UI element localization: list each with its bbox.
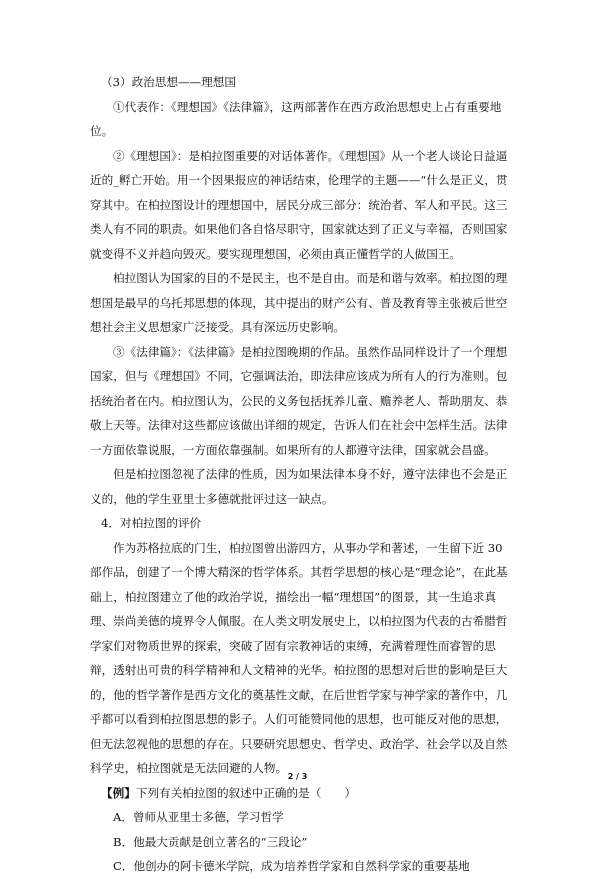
option-b: B．他最大贡献是创立著名的“三段论”	[113, 834, 308, 849]
paragraph-evaluation: 作为苏格拉底的门生，柏拉图曾出游四方，从事办学和著述，一生留下近 30 部作品，创建了一个博大精深的哲学体系。其哲学思想的核心是“理念论”，在此基础上，柏拉图建立了他的政治学说，描绘出一幅“理想国”的图景，其一生追求真理、崇尚美德的境界令人佩服。在人类文明发展史上，以柏拉图为代表的古希腊哲学家们对物质世界的探索，突破了固有宗教神话的束缚，充满着理性而睿智的思辩，透射出可贵的科学精神和人文精神的光华。柏拉图的思想对后世的影响是巨大的，他的哲学著作是西方文化的奠基性文献，在后世哲学家与神学家的著作中，几乎都可以看到柏拉图思想的影子。人们可能赞同他的思想，也可能反对他的思想，但无法忽视他的思想的存在。只要研究思想史、哲学史、政治学、社会学以及自然科学史，柏拉图就是无法回避的人物。	[90, 540, 508, 775]
paragraph-republic: ②《理想国》：是柏拉图重要的对话体著作。《理想国》从一个老人谈论日益逼近的_孵亡开始。用一个因果报应的神话结束，伦理学的主题——“什么是正义，贯穿其中。在柏拉图设计的理想国中，居民分成三部分：统治者、军人和平民。这三类人有不同的职责。如果他们各自恪尽职守，国家就达到了正义与幸福，否则国家就变得不义并趋向毁灭。要实现理想国，必须由真正懂哲学的人做国王。	[90, 148, 508, 261]
example-question-text: 下列有关柏拉图的叙述中正确的是（ ）	[135, 785, 357, 800]
example-question	[90, 781, 510, 806]
section-heading-political-thought: （3）政治思想——理想国	[101, 75, 236, 89]
page-number: 2 / 3	[287, 772, 308, 781]
example-label: 【例】	[101, 785, 136, 800]
paragraph-laws: ③《法律篇》：《法律篇》是柏拉图晚期的作品。虽然作品同样设计了一个理想国家，但与《理想国》不同，它强调法治，即法律应该成为所有人的行为准则。包括统治者在内。柏拉图认为，公民的义务包括抚养儿童、赡养老人、帮助朋友、恭敬上天等。法律对这些都应该做出详细的规定，告诉人们在社会中怎样生活。法律一方面依靠说服，一方面依靠强制。如果所有的人都遵守法律，国家就会昌盛。	[90, 344, 508, 457]
option-c: C．他创办的阿卡德米学院，成为培养哲学家和自然科学家的重要基地	[113, 859, 470, 873]
document-body	[90, 70, 510, 879]
paragraph-laws-criticism: 但是柏拉图忽视了法律的性质，因为如果法律本身不好，遵守法律也不会是正义的，他的学生亚里士多德就批评过这一缺点。	[90, 467, 508, 506]
paragraph-republic-purpose: 柏拉图认为国家的目的不是民主，也不是自由。而是和谐与效率。柏拉图的理想国是最早的乌托邦思想的体现，其中提出的财产公有、普及教育等主张被后世空想社会主义思想家广泛接受。具有深远历史影响。	[90, 271, 508, 334]
option-a: A．曾师从亚里士多德，学习哲学	[113, 810, 284, 824]
paragraph-representative-works: ①代表作：《理想国》《法律篇》，这两部著作在西方政治思想史上占有重要地位。	[90, 99, 502, 138]
section-heading-evaluation: 4．对柏拉图的评价	[101, 516, 202, 530]
